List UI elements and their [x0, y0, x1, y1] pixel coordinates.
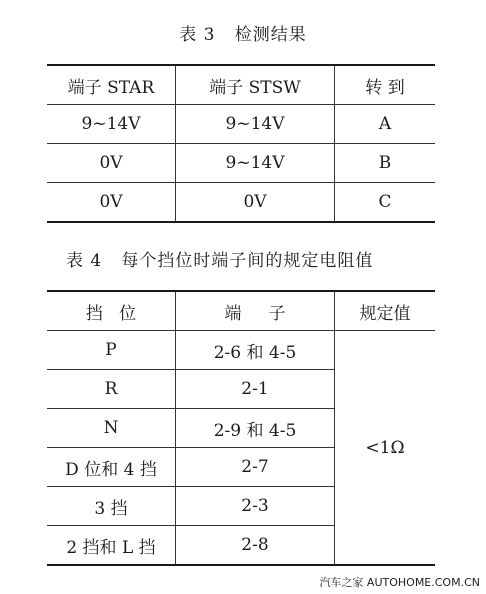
cell-stsw: 9~14V — [176, 144, 335, 183]
table3-caption: 表 3 检测结果 — [179, 25, 307, 45]
cell-gear: P — [47, 331, 176, 370]
cell-star: 0V — [47, 183, 176, 223]
table-header-row — [47, 65, 435, 105]
cell-star: 9~14V — [47, 105, 176, 144]
header-stsw: 端子 STSW — [176, 65, 335, 105]
header-goto: 转 到 — [365, 77, 405, 98]
cell-goto: A — [378, 114, 392, 134]
cell-goto: B — [378, 153, 392, 173]
cell-gear: N — [47, 409, 176, 448]
header-star: 端子 STAR — [47, 65, 176, 105]
cell-gear: D 位和 4 挡 — [47, 448, 176, 487]
header-spec-value: 规定值 — [359, 303, 411, 324]
header-terminal: 端 子 — [176, 291, 335, 331]
table-row — [47, 183, 435, 223]
cell-terminal: 2-9 和 4-5 — [176, 409, 335, 448]
table-row — [47, 144, 435, 183]
cell-goto: C — [378, 192, 392, 212]
detection-results-table — [47, 64, 435, 223]
cell-terminal: 2-7 — [176, 448, 335, 487]
header-gear: 挡 位 — [47, 291, 176, 331]
cell-gear: R — [47, 370, 176, 409]
table-row — [47, 331, 435, 370]
cell-gear: 2 挡和 L 挡 — [47, 526, 176, 566]
cell-terminal: 2-8 — [176, 526, 335, 566]
cell-terminal: 2-6 和 4-5 — [176, 331, 335, 370]
cell-stsw: 9~14V — [176, 105, 335, 144]
cell-star: 0V — [47, 144, 176, 183]
cell-terminal: 2-1 — [176, 370, 335, 409]
cell-spec-value: <1Ω — [365, 437, 405, 458]
table-header-row — [47, 291, 435, 331]
table-row — [47, 105, 435, 144]
table4-caption: 表 4 每个挡位时端子间的规定电阻值 — [66, 251, 374, 271]
watermark: 汽车之家 AUTOHOME.COM.CN — [319, 576, 480, 589]
gear-resistance-table — [47, 290, 435, 566]
cell-gear: 3 挡 — [47, 487, 176, 526]
cell-stsw: 0V — [176, 183, 335, 223]
cell-terminal: 2-3 — [176, 487, 335, 526]
